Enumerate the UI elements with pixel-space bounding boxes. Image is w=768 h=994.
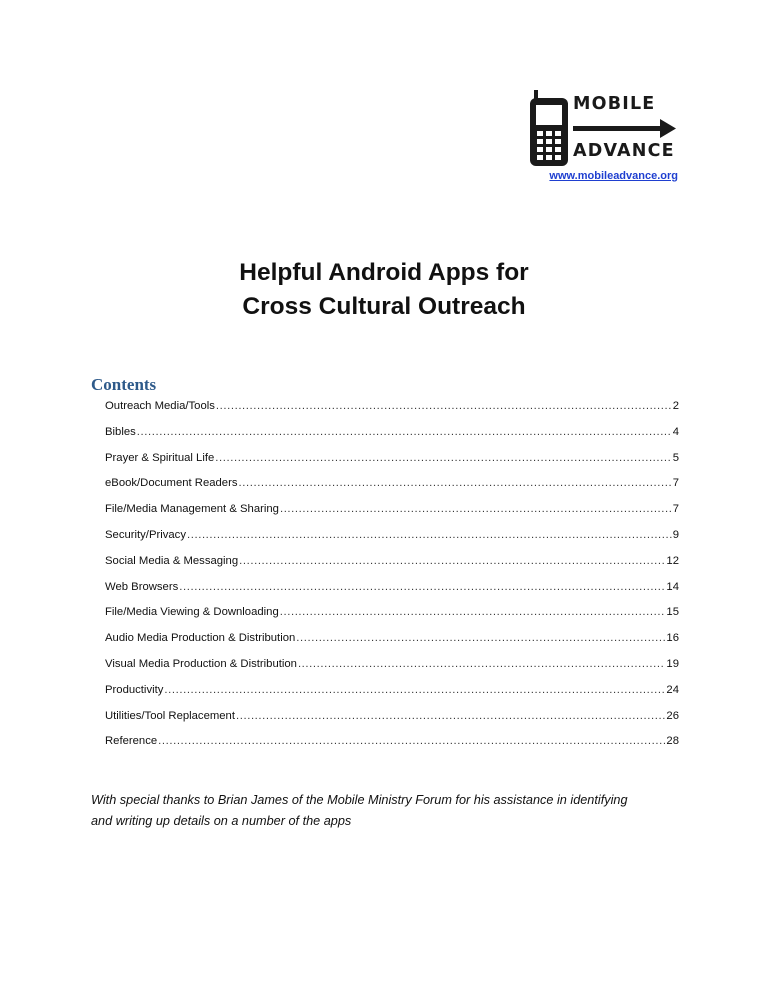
toc-entry[interactable] (105, 529, 679, 555)
toc-entry-page[interactable]: 14 (666, 580, 679, 593)
acknowledgement (91, 790, 691, 832)
toc-entry[interactable] (105, 735, 679, 761)
toc-entry-label[interactable]: Security/Privacy (105, 528, 186, 541)
toc-entry-label[interactable]: Outreach Media/Tools (105, 400, 215, 412)
toc-entry-label[interactable]: File/Media Management & Sharing (105, 503, 279, 516)
logo-word-bottom: ADVANCE (573, 141, 675, 161)
toc-entry[interactable] (105, 555, 679, 581)
acknowledgement-line-1: With special thanks to Brian James of the Mobile Ministry Forum for his assistance in identifying (91, 793, 628, 807)
toc-entry-label[interactable]: File/Media Viewing & Downloading (105, 606, 279, 619)
toc-entry-label[interactable]: eBook/Document Readers (105, 477, 238, 490)
toc-dot-leader (179, 581, 665, 593)
toc-dot-leader (296, 632, 665, 644)
toc-dot-leader (215, 452, 671, 464)
toc-entry[interactable] (105, 632, 679, 658)
title-line-2: Cross Cultural Outreach (242, 293, 526, 320)
toc-dot-leader (239, 477, 672, 489)
toc-entry[interactable] (105, 684, 679, 710)
toc-entry[interactable] (105, 400, 679, 426)
toc-entry-page[interactable]: 26 (666, 709, 679, 722)
toc-entry-page[interactable]: 2 (672, 400, 679, 412)
website-link[interactable]: www.mobileadvance.org (549, 170, 678, 182)
toc-entry-page[interactable]: 19 (666, 657, 679, 670)
title-line-1: Helpful Android Apps for (239, 259, 529, 286)
toc-entry-page[interactable]: 28 (666, 735, 679, 748)
toc-dot-leader (280, 503, 672, 515)
toc-entry[interactable] (105, 477, 679, 503)
toc-dot-leader (280, 606, 666, 618)
toc-entry-page[interactable]: 15 (666, 606, 679, 619)
toc-entry-page[interactable]: 5 (672, 451, 679, 464)
toc-dot-leader (298, 658, 665, 670)
toc-entry-page[interactable]: 12 (666, 554, 679, 567)
toc-dot-leader (137, 426, 672, 438)
toc-entry-label[interactable]: Audio Media Production & Distribution (105, 632, 296, 645)
toc-entry-label[interactable]: Prayer & Spiritual Life (105, 451, 215, 464)
toc-entry[interactable] (105, 581, 679, 607)
toc-entry[interactable] (105, 658, 679, 684)
toc-entry-page[interactable]: 7 (672, 477, 679, 490)
toc-entry-label[interactable]: Productivity (105, 683, 164, 696)
toc-entry-label[interactable]: Social Media & Messaging (105, 554, 239, 567)
document-title (0, 256, 768, 324)
toc-entry[interactable] (105, 606, 679, 632)
toc-entry[interactable] (105, 503, 679, 529)
toc-dot-leader (158, 735, 665, 747)
logo-word-top: MOBILE (573, 94, 656, 114)
mobile-advance-logo (528, 90, 678, 168)
toc-entry-label[interactable]: Reference (105, 735, 158, 748)
toc-entry[interactable] (105, 452, 679, 478)
toc-entry-page[interactable]: 9 (672, 528, 679, 541)
toc-entry-page[interactable]: 16 (666, 632, 679, 645)
toc-dot-leader (216, 400, 672, 412)
toc-dot-leader (239, 555, 665, 567)
table-of-contents (105, 400, 679, 761)
toc-entry-page[interactable]: 7 (672, 503, 679, 516)
toc-entry[interactable] (105, 710, 679, 736)
toc-entry-page[interactable]: 24 (666, 683, 679, 696)
toc-dot-leader (187, 529, 672, 541)
toc-dot-leader (164, 684, 665, 696)
toc-entry-label[interactable]: Bibles (105, 425, 136, 438)
toc-entry-page[interactable]: 4 (672, 425, 679, 438)
acknowledgement-line-2: and writing up details on a number of the apps (91, 814, 352, 828)
toc-entry-label[interactable]: Visual Media Production & Distribution (105, 657, 297, 670)
toc-entry-label[interactable]: Utilities/Tool Replacement (105, 709, 235, 722)
contents-heading: Contents (91, 375, 157, 394)
toc-dot-leader (236, 710, 665, 722)
toc-entry-label[interactable]: Web Browsers (105, 580, 179, 593)
toc-entry[interactable] (105, 426, 679, 452)
